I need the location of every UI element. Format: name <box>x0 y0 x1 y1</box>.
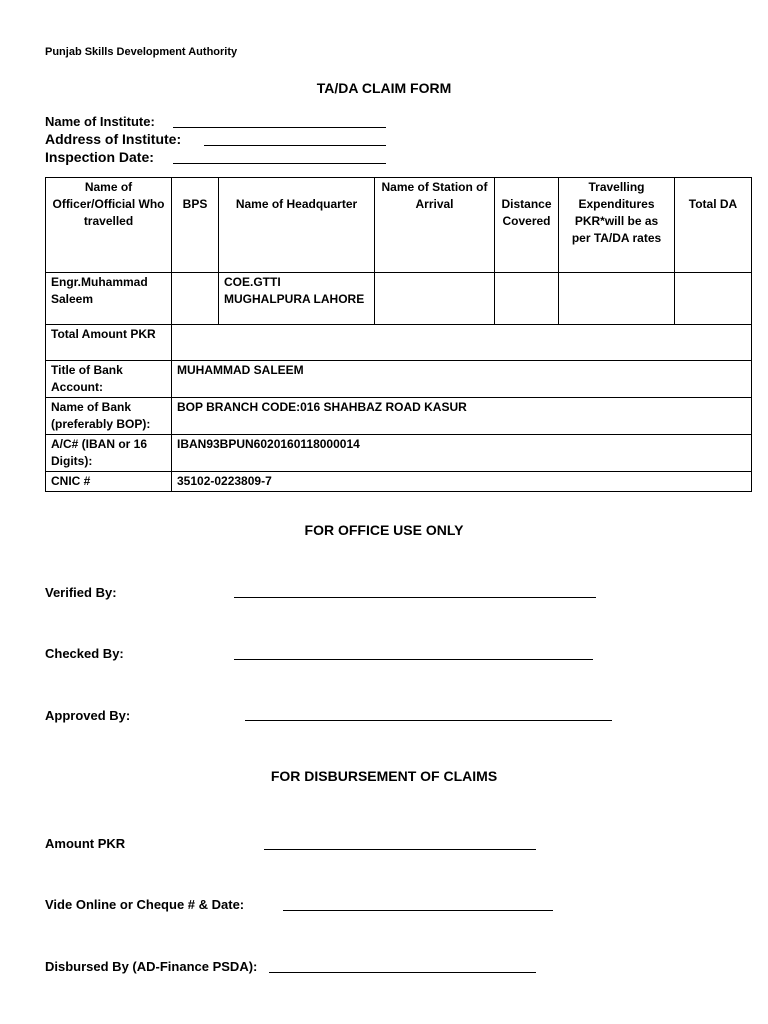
header-bps: BPS <box>172 178 219 273</box>
total-amount-value[interactable] <box>172 325 752 361</box>
total-amount-row <box>46 325 752 361</box>
cell-total-da[interactable] <box>675 273 752 325</box>
account-value: IBAN93BPUN6020160118000014 <box>172 435 752 472</box>
amount-pkr-label: Amount PKR <box>45 836 126 851</box>
bank-name-row <box>46 398 752 435</box>
disbursed-by-label: Disbursed By (AD-Finance PSDA): <box>45 959 258 974</box>
bank-name-label: Name of Bank (preferably BOP): <box>46 398 172 435</box>
cnic-value: 35102-0223809-7 <box>172 472 752 492</box>
cell-bps[interactable] <box>172 273 219 325</box>
bank-title-label: Title of Bank Account: <box>46 361 172 398</box>
header-station: Name of Station of Arrival <box>375 178 495 273</box>
inspection-date-line[interactable] <box>173 163 386 164</box>
cnic-row <box>46 472 752 492</box>
bank-title-value: MUHAMMAD SALEEM <box>172 361 752 398</box>
header-distance: Distance Covered <box>495 178 559 273</box>
cell-station[interactable] <box>375 273 495 325</box>
verified-by-line[interactable] <box>234 597 596 598</box>
bank-title-row <box>46 361 752 398</box>
organization-name: Punjab Skills Development Authority <box>45 46 238 58</box>
office-use-title: FOR OFFICE USE ONLY <box>304 522 464 538</box>
checked-by-line[interactable] <box>234 659 593 660</box>
amount-pkr-line[interactable] <box>264 849 536 850</box>
disbursed-by-line[interactable] <box>269 972 536 973</box>
total-amount-label: Total Amount PKR <box>46 325 172 361</box>
table-header-row <box>46 178 752 273</box>
cell-headquarter: COE.GTTI MUGHALPURA LAHORE <box>219 273 375 325</box>
approved-by-label: Approved By: <box>45 708 131 723</box>
cheque-label: Vide Online or Cheque # & Date: <box>45 897 245 912</box>
verified-by-label: Verified By: <box>45 585 117 600</box>
disbursement-title: FOR DISBURSEMENT OF CLAIMS <box>270 768 498 784</box>
approved-by-line[interactable] <box>245 720 612 721</box>
cell-distance[interactable] <box>495 273 559 325</box>
table-row <box>46 273 752 325</box>
institute-address-line[interactable] <box>204 145 386 146</box>
checked-by-label: Checked By: <box>45 646 124 661</box>
institute-address-label: Address of Institute: <box>45 131 182 147</box>
cell-expenditure[interactable] <box>559 273 675 325</box>
account-row <box>46 435 752 472</box>
form-title: TA/DA CLAIM FORM <box>316 80 452 96</box>
bank-name-value: BOP BRANCH CODE:016 SHAHBAZ ROAD KASUR <box>172 398 752 435</box>
institute-name-label: Name of Institute: <box>45 114 155 129</box>
cell-officer: Engr.Muhammad Saleem <box>46 273 172 325</box>
cheque-line[interactable] <box>283 910 553 911</box>
header-officer: Name of Officer/Official Who travelled <box>46 178 172 273</box>
institute-name-line[interactable] <box>173 127 386 128</box>
cnic-label: CNIC # <box>46 472 172 492</box>
account-label: A/C# (IBAN or 16 Digits): <box>46 435 172 472</box>
claim-table <box>45 177 752 492</box>
header-headquarter: Name of Headquarter <box>219 178 375 273</box>
header-expenditure: Travelling Expenditures PKR*will be as per TA/DA rates <box>559 178 675 273</box>
inspection-date-label: Inspection Date: <box>45 149 154 165</box>
header-total-da: Total DA <box>675 178 752 273</box>
